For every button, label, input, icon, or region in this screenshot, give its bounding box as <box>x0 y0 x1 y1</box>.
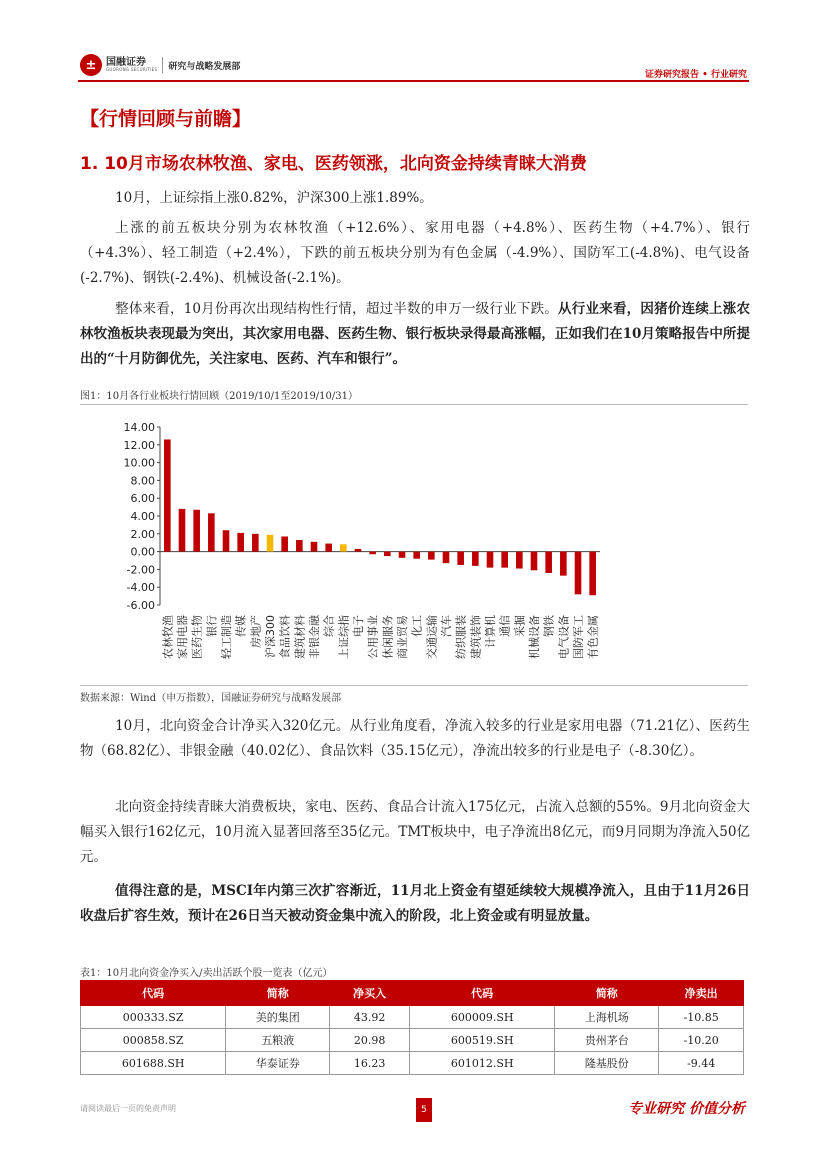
table-header-row <box>81 981 744 1006</box>
header-rule <box>78 80 749 82</box>
category-label: 家用电器 <box>176 615 189 659</box>
paragraph-overview <box>80 297 750 372</box>
table-row <box>81 1052 744 1075</box>
category-label: 纺织服装 <box>454 615 468 659</box>
table-cell: 600519.SH <box>410 1029 555 1052</box>
category-label: 通信 <box>498 615 512 637</box>
bar-chart-svg <box>80 405 748 685</box>
header-code-sell: 代码 <box>410 981 555 1006</box>
bar-7 <box>267 535 274 552</box>
table-cell: 贵州茅台 <box>555 1029 659 1052</box>
paragraph-index-summary: 10月，上证综指上涨0.82%，沪深300上涨1.89%。 <box>115 190 433 206</box>
header-net-sell: 净卖出 <box>659 981 744 1006</box>
category-label: 采掘 <box>513 615 527 637</box>
department-name: 研究与战略发展部 <box>168 61 241 72</box>
section-title: 【行情回顾与前瞻】 <box>80 108 252 130</box>
paragraph-consumer-flows: 北向资金持续青睐大消费板块，家电、医药、食品合计流入175亿元，占流入总额的55%。9月北向资金大幅买入银行162亿元，10月流入显著回落至35亿元。TMT板块中，电子净流出8亿元，而9月同期为净流入50亿元。 <box>80 799 750 865</box>
figure-caption: 图1：10月各行业板块行情回顾（2019/10/1至2019/10/31） <box>80 391 358 402</box>
bar-16 <box>399 552 406 558</box>
header-net-buy: 净买入 <box>330 981 410 1006</box>
bar-14 <box>369 552 376 555</box>
y-tick-label: -4.00 <box>126 581 155 595</box>
category-label: 医药生物 <box>190 615 204 659</box>
bar-8 <box>281 536 288 551</box>
category-label: 机械设备 <box>528 615 541 659</box>
category-label: 计算机 <box>484 615 497 648</box>
company-logo <box>80 54 240 76</box>
report-type: 证券研究报告 • 行业研究 <box>644 70 747 80</box>
figure-source: 数据来源：Wind（申万指数），国融证券研究与战略发展部 <box>80 693 342 704</box>
y-tick-label: 6.00 <box>130 492 155 506</box>
bar-11 <box>325 544 332 552</box>
page-number: 5 <box>416 1098 432 1122</box>
bar-9 <box>296 540 303 552</box>
category-label: 钢铁 <box>542 615 556 637</box>
category-label: 综合 <box>322 615 336 637</box>
table-cell: -9.44 <box>659 1052 744 1075</box>
y-tick-label: -6.00 <box>126 599 155 612</box>
bar-12 <box>340 544 347 551</box>
table-cell: 601012.SH <box>410 1052 555 1075</box>
bar-21 <box>472 552 479 566</box>
category-label: 交通运输 <box>425 615 439 659</box>
bar-20 <box>457 552 464 565</box>
y-tick-label: 2.00 <box>130 527 155 541</box>
category-label: 电气设备 <box>557 615 571 659</box>
table-cell: 601688.SH <box>81 1052 226 1075</box>
category-label: 建筑材料 <box>293 615 307 659</box>
header-name-sell: 简称 <box>555 981 659 1006</box>
table-cell: 16.23 <box>330 1052 410 1075</box>
table-cell: 000858.SZ <box>81 1029 226 1052</box>
logo-mark-icon: ± <box>80 54 102 76</box>
sector-chart <box>80 404 748 686</box>
category-label: 房地产 <box>249 615 263 648</box>
overview-text: 整体来看，10月份再次出现结构性行情，超过半数的申万一级行业下跌。 <box>115 301 559 317</box>
paragraph-northbound-flows: 10月，北向资金合计净买入320亿元。从行业角度看，净流入较多的行业是家用电器（71.21亿）、医药生物（68.82亿）、非银金融（40.02亿）、食品饮料（35.15亿元），净流出较多的行业是电子（-8.30亿）。 <box>80 718 750 759</box>
table-cell: -10.85 <box>659 1006 744 1029</box>
subsection-title: 1. 10月市场农林牧渔、家电、医药领涨，北向资金持续青睐大消费 <box>80 154 587 174</box>
paragraph-sector-moves: 上涨的前五板块分别为农林牧渔（+12.6%）、家用电器（+4.8%）、医药生物（+4.7%）、银行（+4.3%）、轻工制造（+2.4%），下跌的前五板块分别为有色金属（-4.9%）、国防军工(-4.8%)、电气设备(-2.7%)、钢铁(-2.4%)、机械设备(-2.1%)。 <box>80 220 750 286</box>
y-tick-label: 0.00 <box>130 545 155 559</box>
logo-en-text: GUORONG SECURITIES <box>106 67 158 72</box>
table-cell: 600009.SH <box>410 1006 555 1029</box>
table-cell: -10.20 <box>659 1029 744 1052</box>
northbound-stock-table <box>80 980 744 1075</box>
category-label: 电子 <box>352 615 365 637</box>
bar-5 <box>237 533 244 552</box>
category-label: 汽车 <box>440 615 453 637</box>
table-cell: 隆基股份 <box>555 1052 659 1075</box>
category-label: 休闲服务 <box>381 615 395 659</box>
msci-bold-text: 值得注意的是，MSCI年内第三次扩容渐近，11月北上资金有望延续较大规模净流入，且由于11月26日收盘后扩容生效，预计在26日当天被动资金集中流入的阶段，北上资金或有明显放量。 <box>80 883 750 924</box>
y-tick-label: 12.00 <box>123 438 155 452</box>
bar-6 <box>252 534 259 552</box>
category-label: 建筑装饰 <box>469 615 483 659</box>
y-tick-label: 4.00 <box>130 510 155 523</box>
category-label: 有色金属 <box>586 615 600 659</box>
category-label: 农林牧渔 <box>161 615 175 659</box>
table-cell: 上海机场 <box>555 1006 659 1029</box>
bar-2 <box>193 510 200 552</box>
category-label: 公用事业 <box>366 615 380 659</box>
header-code-buy: 代码 <box>81 981 226 1006</box>
bar-18 <box>428 552 435 560</box>
category-label: 国防军工 <box>572 615 585 659</box>
bar-13 <box>355 549 362 552</box>
bar-23 <box>501 552 508 568</box>
bar-26 <box>545 552 552 573</box>
bar-17 <box>413 552 420 559</box>
table-cell: 华泰证券 <box>226 1052 330 1075</box>
table-cell: 43.92 <box>330 1006 410 1029</box>
bar-3 <box>208 513 215 551</box>
bar-25 <box>531 552 538 571</box>
bar-28 <box>575 552 582 595</box>
category-label: 轻工制造 <box>220 615 233 659</box>
table-cell: 美的集团 <box>226 1006 330 1029</box>
bar-19 <box>443 552 450 564</box>
table-caption: 表1：10月北向资金净买入/卖出活跃个股一览表（亿元） <box>80 968 333 979</box>
footer-disclaimer: 请阅读最后一页的免责声明 <box>80 1104 176 1113</box>
table-cell: 五粮液 <box>226 1029 330 1052</box>
bar-1 <box>179 509 186 552</box>
category-label: 沪深300 <box>264 615 277 658</box>
bar-4 <box>223 530 230 551</box>
logo-cn-text: 国融证券 <box>106 57 146 68</box>
category-label: 非银金融 <box>308 615 321 659</box>
table-row <box>81 1006 744 1029</box>
table-cell: 000333.SZ <box>81 1006 226 1029</box>
category-label: 银行 <box>205 615 219 637</box>
category-label: 上证综指 <box>337 615 351 659</box>
bar-22 <box>487 552 494 568</box>
y-tick-label: -2.00 <box>126 563 155 577</box>
category-label: 商业贸易 <box>396 615 409 659</box>
logo-divider <box>162 57 163 73</box>
category-label: 传媒 <box>234 615 248 637</box>
bar-29 <box>589 552 596 596</box>
paragraph-msci <box>80 879 750 929</box>
overview-bold-text: 从行业来看，因猪价连续上涨农林牧渔板块表现最为突出，其次家用电器、医药生物、银行板块录得最高涨幅，正如我们在10月策略报告中所提出的“十月防御优先，关注家电、医药、汽车和银行”。 <box>80 301 750 367</box>
category-label: 食品饮料 <box>278 615 292 659</box>
footer-slogan: 专业研究 价值分析 <box>628 1101 745 1117</box>
table-row <box>81 1029 744 1052</box>
table-cell: 20.98 <box>330 1029 410 1052</box>
y-tick-label: 8.00 <box>130 474 155 488</box>
bar-24 <box>516 552 523 569</box>
logo-wordmark <box>106 58 157 72</box>
bar-0 <box>164 439 171 551</box>
y-tick-label: 10.00 <box>123 456 155 470</box>
header-name-buy: 简称 <box>226 981 330 1006</box>
y-tick-label: 14.00 <box>123 421 155 434</box>
bar-10 <box>311 542 318 552</box>
bar-27 <box>560 552 567 576</box>
bar-15 <box>384 552 391 556</box>
category-label: 化工 <box>410 615 424 637</box>
